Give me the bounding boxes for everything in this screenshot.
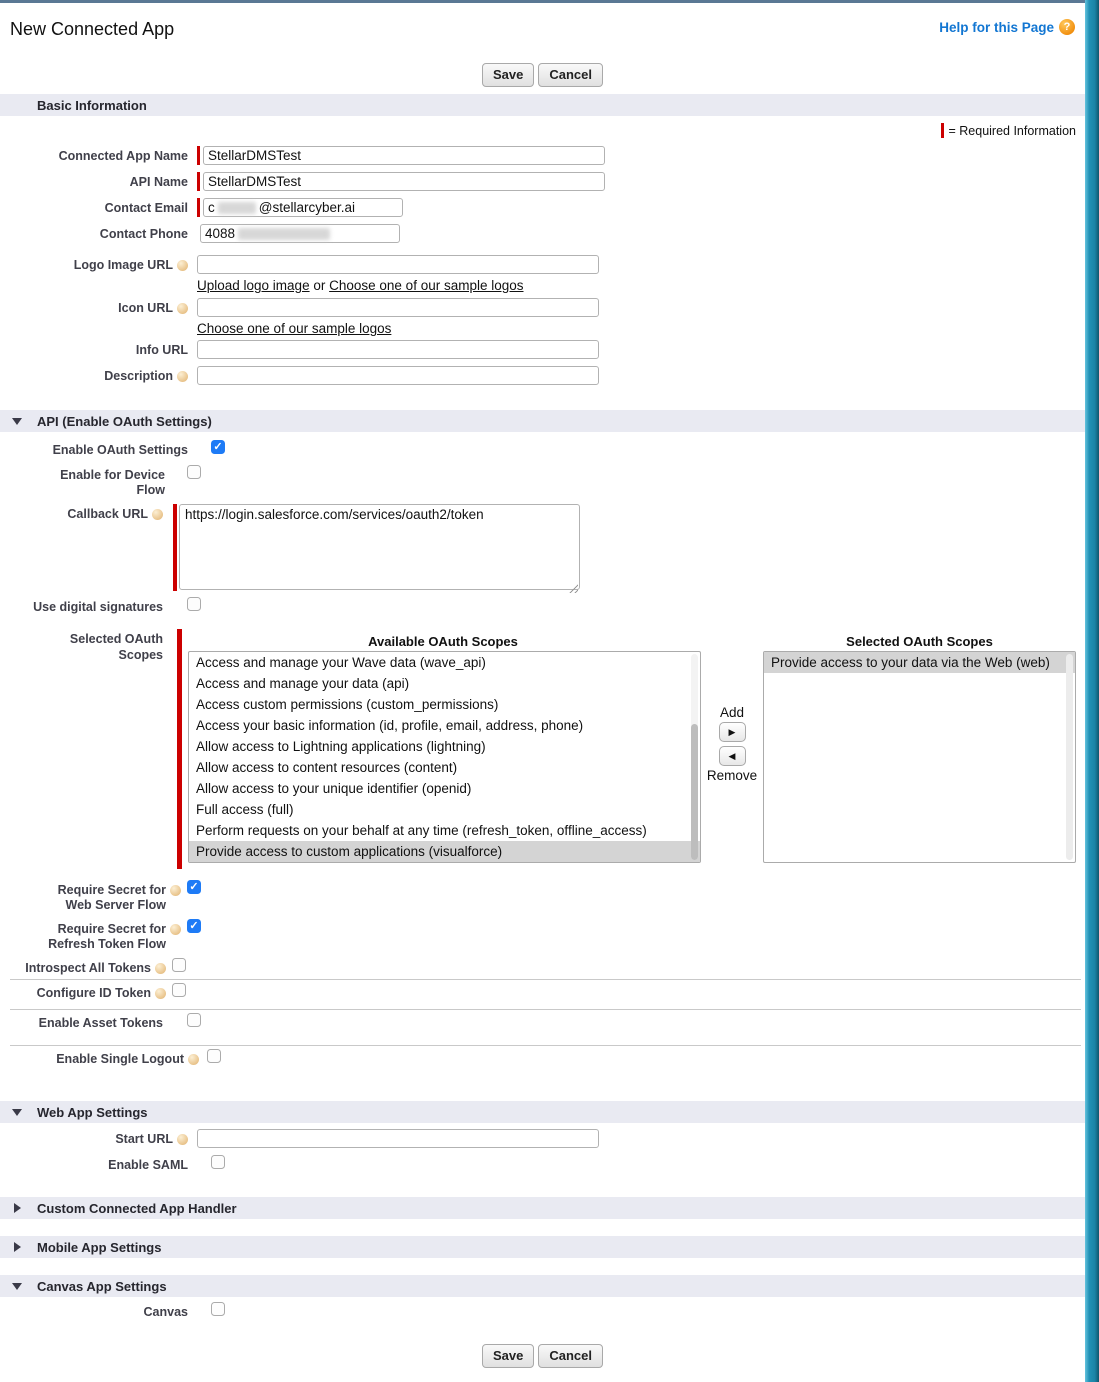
- require-secret-web-label-line1: Require Secret for: [57, 883, 166, 897]
- scope-option[interactable]: Allow access to your unique identifier (openid): [196, 781, 472, 796]
- collapse-icon[interactable]: [12, 1109, 22, 1116]
- contact-phone-input[interactable]: [200, 224, 400, 243]
- require-secret-web-label-line2: Web Server Flow: [65, 898, 166, 912]
- description-input[interactable]: [197, 366, 599, 385]
- available-scopes-listbox[interactable]: [188, 651, 701, 863]
- section-title: Web App Settings: [37, 1104, 148, 1120]
- add-scope-button[interactable]: ▶: [719, 722, 746, 742]
- digital-signatures-label: Use digital signatures: [33, 600, 163, 614]
- scope-option[interactable]: Access and manage your Wave data (wave_api): [196, 655, 486, 670]
- require-secret-refresh-label-line2: Refresh Token Flow: [48, 937, 166, 951]
- divider: [10, 1009, 1081, 1010]
- section-header-canvas-app-settings[interactable]: [0, 1275, 1085, 1297]
- connected-app-name-label: Connected App Name: [58, 149, 188, 163]
- email-visible-domain: @stellarcyber.ai: [258, 200, 355, 215]
- single-logout-label: Enable Single Logout: [56, 1052, 184, 1066]
- introspect-tokens-label: Introspect All Tokens: [25, 961, 151, 975]
- description-label: Description: [104, 369, 173, 383]
- section-title: Custom Connected App Handler: [37, 1200, 237, 1216]
- remove-label: Remove: [706, 768, 758, 783]
- section-header-web-app-settings[interactable]: [0, 1101, 1085, 1123]
- scope-option[interactable]: Perform requests on your behalf at any time (refresh_token, offline_access): [196, 823, 647, 838]
- configure-id-token-label: Configure ID Token: [36, 986, 151, 1000]
- required-indicator: [177, 629, 182, 869]
- enable-oauth-label: Enable OAuth Settings: [52, 443, 188, 457]
- introspect-tokens-checkbox[interactable]: [172, 958, 186, 972]
- field-help-icon[interactable]: [170, 885, 181, 896]
- info-url-label: Info URL: [135, 343, 188, 357]
- field-help-icon[interactable]: [155, 963, 166, 974]
- add-label: Add: [719, 705, 745, 720]
- redacted-text-blur: [218, 202, 256, 214]
- page-title: New Connected App: [10, 19, 175, 39]
- field-help-icon[interactable]: [170, 924, 181, 935]
- device-flow-checkbox[interactable]: [187, 465, 201, 479]
- scrollbar-thumb[interactable]: [691, 724, 698, 860]
- start-url-input[interactable]: [197, 1129, 599, 1148]
- collapse-icon[interactable]: [12, 1283, 22, 1290]
- enable-saml-label: Enable SAML: [108, 1158, 188, 1172]
- section-title: Mobile App Settings: [37, 1239, 162, 1255]
- oauth-scopes-label-line1: Selected OAuth: [69, 632, 163, 646]
- help-for-this-page-link[interactable]: [939, 19, 1075, 35]
- start-url-label: Start URL: [115, 1132, 173, 1146]
- field-help-icon[interactable]: [177, 303, 188, 314]
- expand-icon[interactable]: [14, 1203, 21, 1213]
- page-edge-accent-bar: [1085, 0, 1099, 1382]
- enable-saml-checkbox[interactable]: [211, 1155, 225, 1169]
- scope-option[interactable]: Access custom permissions (custom_permissions): [196, 697, 499, 712]
- field-help-icon[interactable]: [177, 260, 188, 271]
- field-help-icon[interactable]: [177, 1134, 188, 1145]
- section-title: Basic Information: [37, 97, 147, 113]
- field-help-icon[interactable]: [152, 509, 163, 520]
- collapse-icon[interactable]: [12, 418, 22, 425]
- help-link-label: Help for this Page: [939, 19, 1054, 35]
- required-indicator: [941, 123, 944, 138]
- section-header-custom-connected-app-handler[interactable]: [0, 1197, 1085, 1219]
- divider: [10, 1045, 1081, 1046]
- configure-id-token-checkbox[interactable]: [172, 983, 186, 997]
- field-help-icon[interactable]: [177, 371, 188, 382]
- contact-email-input[interactable]: [203, 198, 403, 217]
- save-button[interactable]: Save: [482, 1344, 534, 1368]
- cancel-button[interactable]: Cancel: [538, 1344, 603, 1368]
- scope-option-highlighted[interactable]: Provide access to custom applications (visualforce): [189, 841, 700, 862]
- device-flow-label-line1: Enable for Device: [60, 468, 165, 482]
- divider: [10, 979, 1081, 980]
- icon-url-label: Icon URL: [118, 301, 173, 315]
- asset-tokens-label: Enable Asset Tokens: [38, 1016, 163, 1030]
- selected-scopes-listbox[interactable]: [763, 651, 1076, 863]
- callback-url-label: Callback URL: [67, 507, 148, 521]
- available-scopes-header: Available OAuth Scopes: [368, 634, 518, 649]
- api-name-input[interactable]: [203, 172, 605, 191]
- required-indicator: [197, 146, 200, 165]
- help-question-icon[interactable]: ?: [1059, 19, 1075, 35]
- field-help-icon[interactable]: [188, 1054, 199, 1065]
- section-header-basic-information: [0, 94, 1085, 116]
- api-name-label: API Name: [129, 175, 188, 189]
- remove-scope-button[interactable]: ◀: [719, 746, 746, 766]
- expand-icon[interactable]: [14, 1242, 21, 1252]
- device-flow-label-line2: Flow: [136, 483, 165, 497]
- section-header-api-oauth[interactable]: [0, 410, 1085, 432]
- require-secret-refresh-checkbox[interactable]: ✓: [187, 919, 201, 933]
- upload-logo-image-link[interactable]: Upload logo image: [197, 278, 310, 293]
- canvas-checkbox[interactable]: [211, 1302, 225, 1316]
- email-visible-prefix: c: [208, 200, 215, 215]
- single-logout-checkbox[interactable]: [207, 1049, 221, 1063]
- phone-visible-prefix: 4088: [205, 226, 236, 241]
- required-indicator: [197, 198, 200, 217]
- scope-option[interactable]: Allow access to Lightning applications (lightning): [196, 739, 486, 754]
- oauth-scopes-label-line2: Scopes: [118, 648, 163, 662]
- link-connector-text: or: [313, 278, 326, 293]
- logo-image-url-input[interactable]: [197, 255, 599, 274]
- contact-phone-label: Contact Phone: [99, 227, 188, 241]
- canvas-label: Canvas: [143, 1305, 188, 1319]
- field-help-icon[interactable]: [155, 988, 166, 999]
- require-secret-refresh-label-line1: Require Secret for: [57, 922, 166, 936]
- scope-option[interactable]: Allow access to content resources (content): [196, 760, 458, 775]
- required-indicator: [197, 172, 200, 191]
- scope-option[interactable]: Access and manage your data (api): [196, 676, 410, 691]
- callback-url-textarea[interactable]: [179, 504, 580, 590]
- digital-signatures-checkbox[interactable]: [187, 597, 201, 611]
- cancel-button[interactable]: Cancel: [538, 63, 603, 87]
- required-indicator: [173, 504, 177, 591]
- scope-option-highlighted[interactable]: Provide access to your data via the Web (web): [764, 652, 1075, 673]
- scrollbar-track[interactable]: [1066, 654, 1073, 860]
- icon-url-input[interactable]: [197, 298, 599, 317]
- connected-app-name-input[interactable]: [203, 146, 605, 165]
- info-url-input[interactable]: [197, 340, 599, 359]
- require-secret-web-checkbox[interactable]: ✓: [187, 880, 201, 894]
- choose-sample-logos-link[interactable]: Choose one of our sample logos: [197, 321, 392, 336]
- choose-sample-logos-link[interactable]: Choose one of our sample logos: [329, 278, 524, 293]
- scope-option[interactable]: Full access (full): [196, 802, 294, 817]
- redacted-text-blur: [238, 228, 330, 240]
- section-title: Canvas App Settings: [37, 1278, 167, 1294]
- required-legend: = Required Information: [948, 123, 1076, 138]
- section-title: API (Enable OAuth Settings): [37, 413, 212, 429]
- contact-email-label: Contact Email: [104, 201, 188, 215]
- save-button[interactable]: Save: [482, 63, 534, 87]
- section-header-mobile-app-settings[interactable]: [0, 1236, 1085, 1258]
- enable-oauth-checkbox[interactable]: ✓: [211, 440, 225, 454]
- asset-tokens-checkbox[interactable]: [187, 1013, 201, 1027]
- scope-option[interactable]: Access your basic information (id, profile, email, address, phone): [196, 718, 584, 733]
- selected-scopes-header: Selected OAuth Scopes: [846, 634, 993, 649]
- logo-url-label: Logo Image URL: [73, 258, 173, 272]
